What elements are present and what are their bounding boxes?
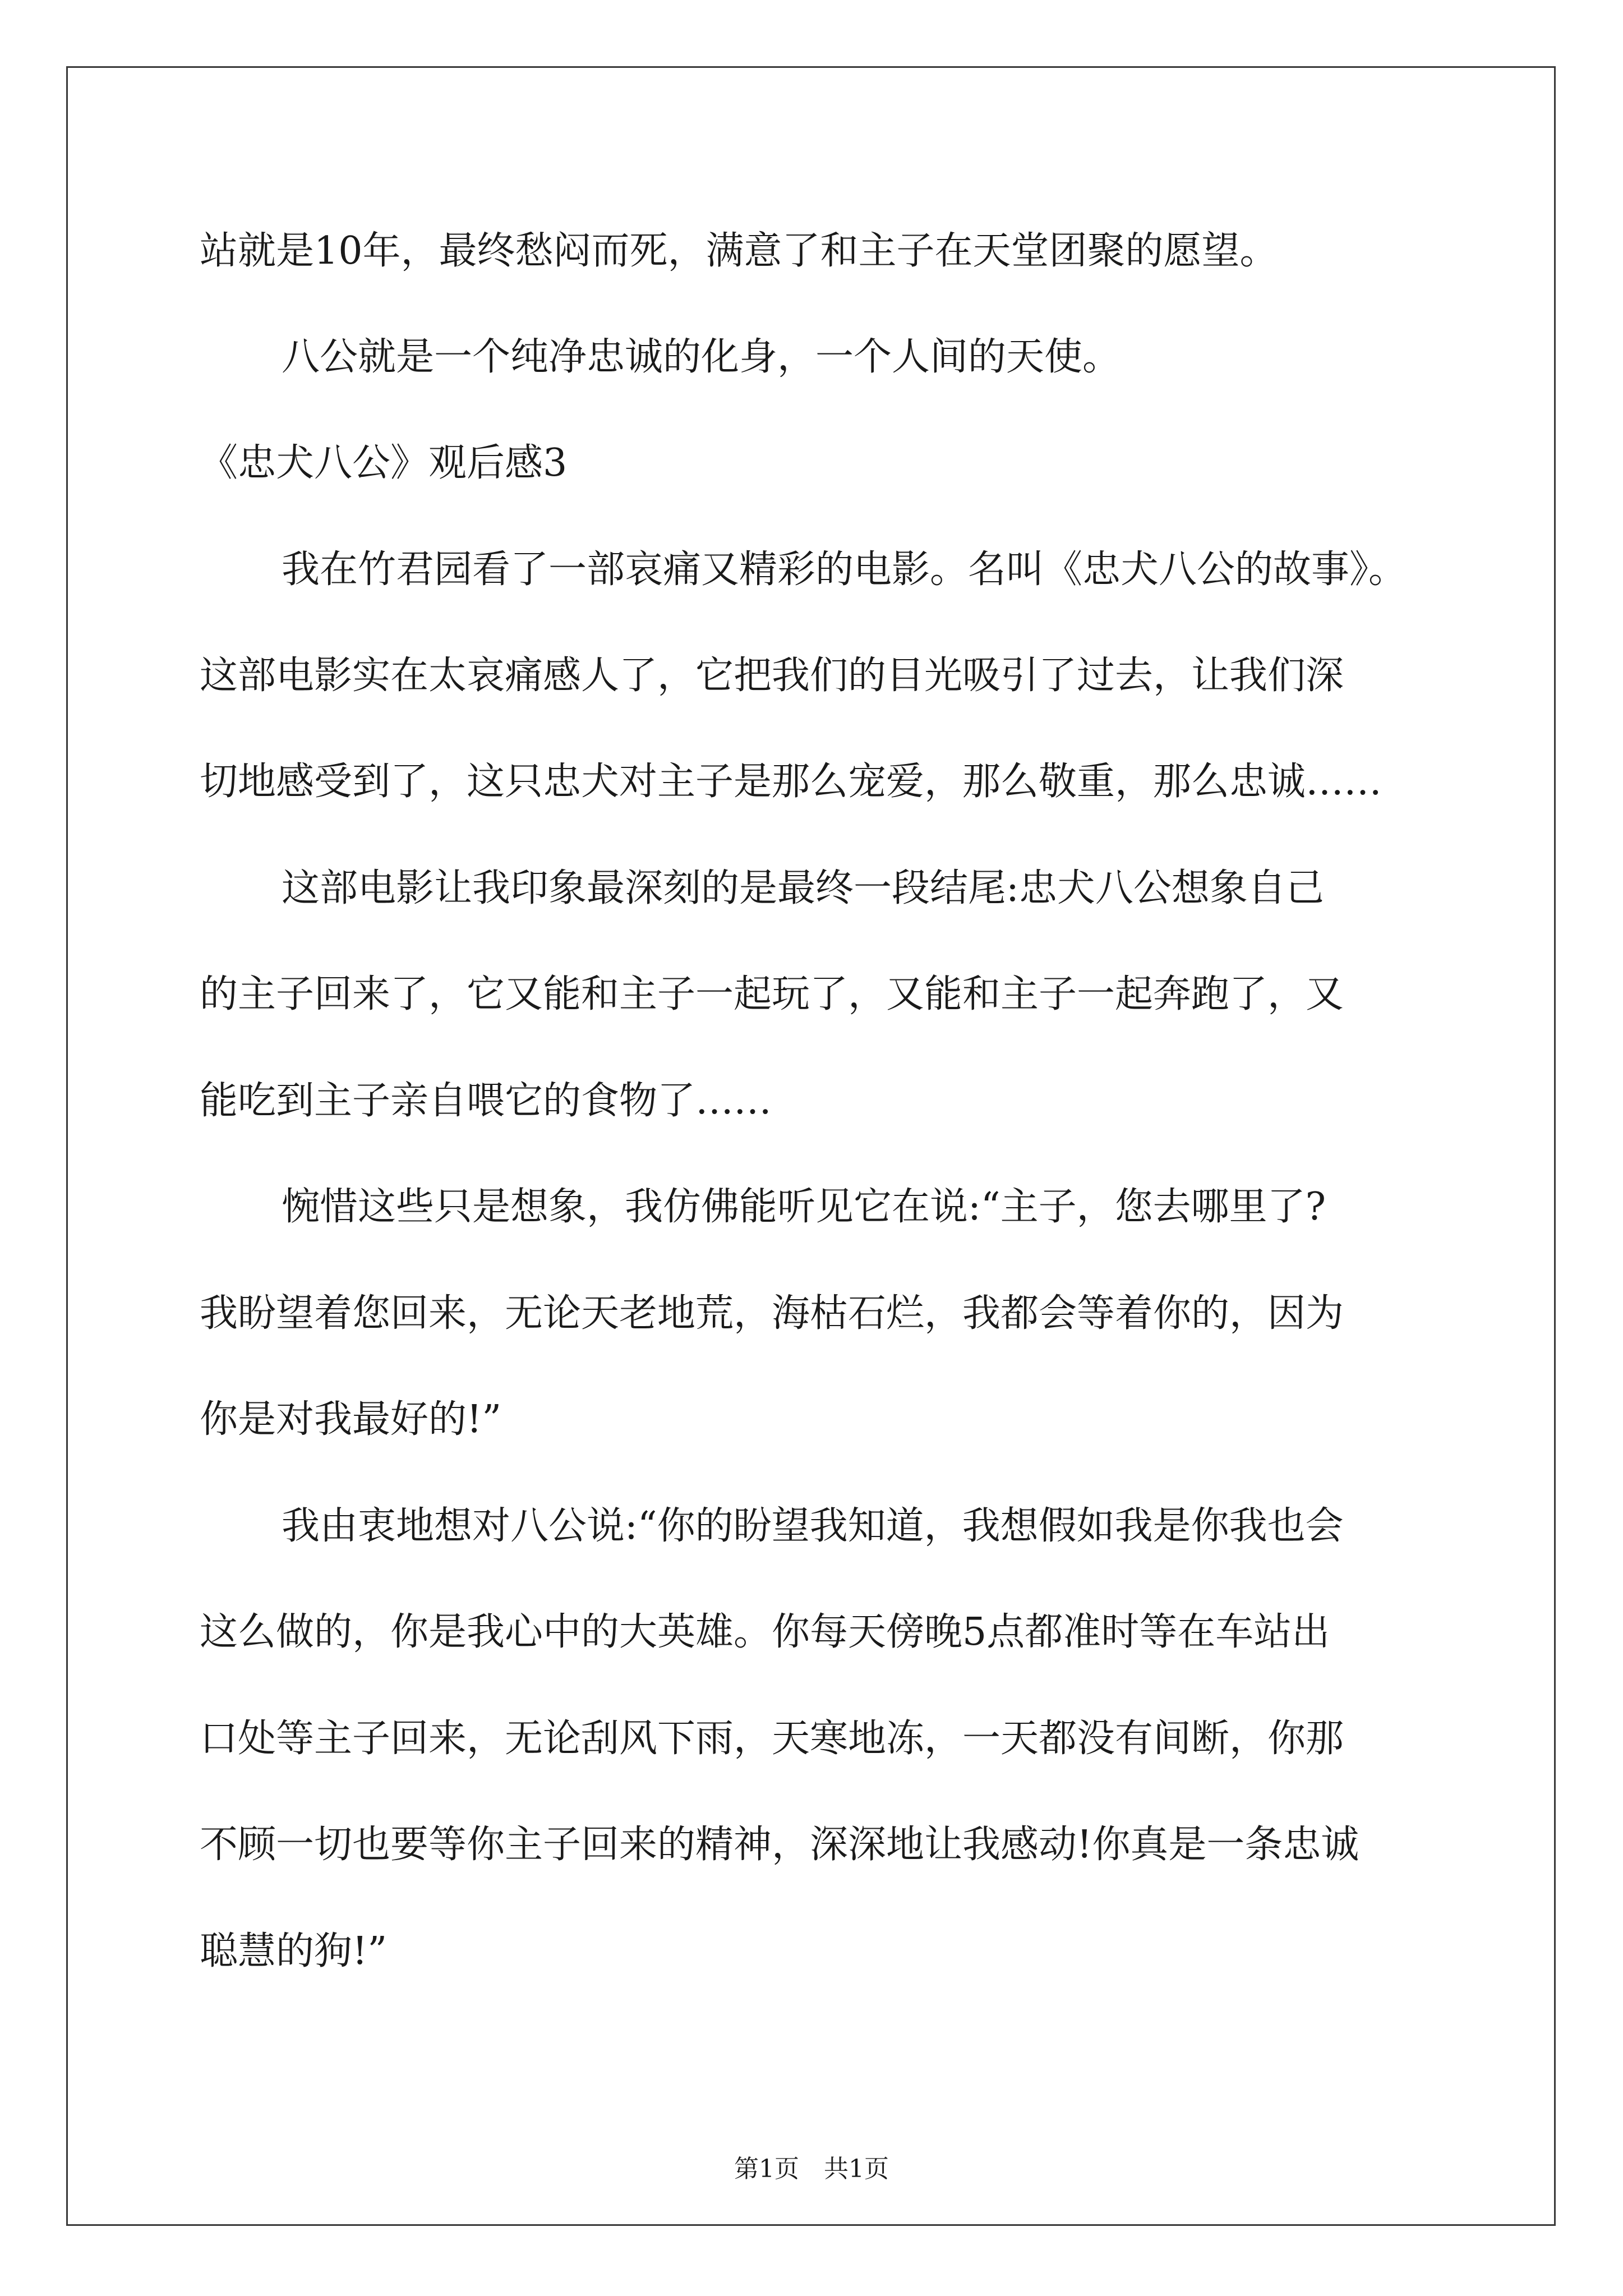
text-line-10: 惋惜这些只是想象，我仿佛能听见它在说:“主子，您去哪里了?	[282, 1185, 1326, 1229]
text-line-12: 你是对我最好的!”	[200, 1397, 502, 1442]
text-line-5: 这部电影实在太哀痛感人了，它把我们的目光吸引了过去，让我们深	[200, 654, 1344, 698]
text-line-6: 切地感受到了，这只忠犬对主子是那么宠爱，那么敬重，那么忠诚……	[200, 760, 1382, 804]
text-line-9: 能吃到主子亲自喂它的食物了……	[200, 1079, 772, 1123]
text-line-16: 不顾一切也要等你主子回来的精神，深深地让我感动!你真是一条忠诚	[200, 1823, 1359, 1867]
page-border	[66, 66, 1556, 2226]
text-line-2: 八公就是一个纯净忠诚的化身，一个人间的天使。	[282, 335, 1121, 379]
text-line-14: 这么做的，你是我心中的大英雄。你每天傍晚5点都准时等在车站出	[200, 1610, 1330, 1654]
section-heading: 《忠犬八公》观后感3	[200, 441, 568, 485]
text-line-15: 口处等主子回来，无论刮风下雨，天寒地冻，一天都没有间断，你那	[200, 1717, 1344, 1761]
text-line-7: 这部电影让我印象最深刻的是最终一段结尾:忠犬八公想象自己	[282, 866, 1324, 910]
text-line-1: 站就是10年，最终愁闷而死，满意了和主子在天堂团聚的愿望。	[200, 229, 1278, 273]
text-line-11: 我盼望着您回来，无论天老地荒，海枯石烂，我都会等着你的，因为	[200, 1291, 1344, 1336]
text-line-13: 我由衷地想对八公说:“你的盼望我知道，我想假如我是你我也会	[282, 1504, 1344, 1548]
text-line-8: 的主子回来了，它又能和主子一起玩了，又能和主子一起奔跑了，又	[200, 972, 1344, 1016]
text-line-4: 我在竹君园看了一部哀痛又精彩的电影。名叫《忠犬八公的故事》。	[282, 547, 1407, 592]
page-footer: 第1页 共1页	[734, 2155, 889, 2183]
text-line-17: 聪慧的狗!”	[200, 1929, 388, 1973]
